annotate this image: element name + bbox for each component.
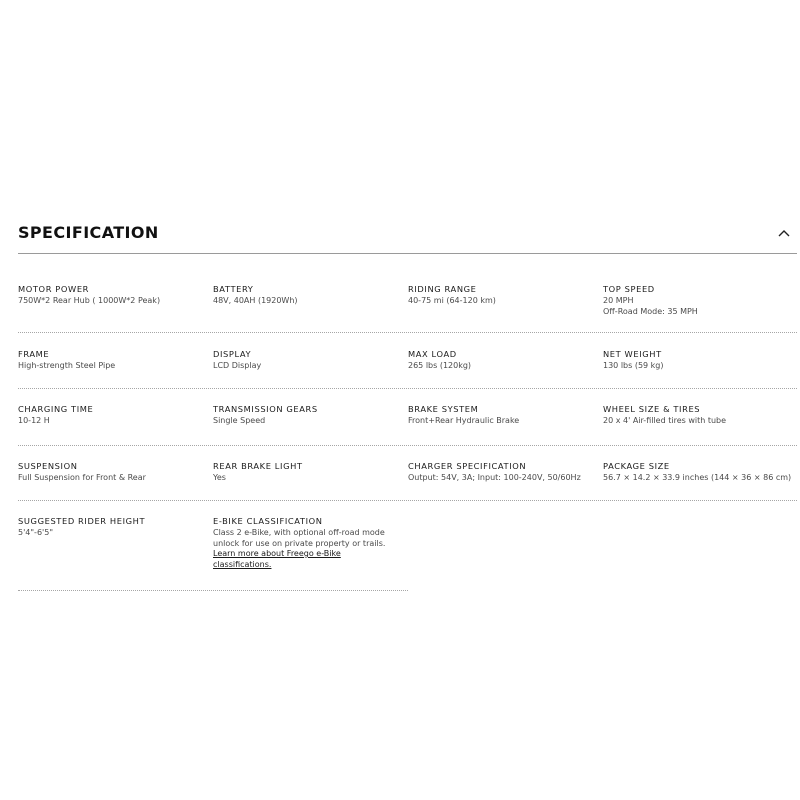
- spec-value-line: 750W*2 Rear Hub ( 1000W*2 Peak): [18, 296, 161, 305]
- section-title: SPECIFICATION: [18, 223, 159, 242]
- spec-motor-power: [18, 254, 213, 332]
- spec-value: [603, 361, 792, 372]
- spec-label: DISPLAY: [213, 349, 252, 359]
- spec-value: [408, 296, 597, 307]
- spec-value: [603, 473, 792, 484]
- specification-header[interactable]: [18, 212, 797, 254]
- spec-wheel-size-tires: [603, 389, 798, 445]
- spec-value-line: Class 2 e-Bike, with optional off-road mode: [213, 528, 385, 537]
- spec-label: RIDING RANGE: [408, 284, 477, 294]
- spec-value-line: unlock for use on private property or trails.: [213, 538, 386, 548]
- spec-label: BATTERY: [213, 284, 254, 294]
- spec-value-line: Front+Rear Hydraulic Brake: [408, 416, 520, 425]
- spec-value: [18, 416, 207, 427]
- spec-label: MOTOR POWER: [18, 284, 90, 294]
- spec-value-line: Full Suspension for Front & Rear: [18, 473, 146, 482]
- spec-value: [213, 361, 402, 372]
- spec-label: CHARGER SPECIFICATION: [408, 461, 527, 471]
- spec-label: WHEEL SIZE & TIRES: [603, 404, 701, 414]
- spec-value: [603, 416, 792, 427]
- spec-e-bike-classification: [213, 501, 408, 590]
- spec-value-line: 20 MPH: [603, 296, 634, 305]
- spec-value-line: 265 lbs (120kg): [408, 361, 472, 370]
- spec-label: NET WEIGHT: [603, 349, 662, 359]
- spec-row: [18, 446, 797, 501]
- spec-brake-system: [408, 389, 603, 445]
- spec-display: [213, 333, 408, 388]
- spec-label: E-BIKE CLASSIFICATION: [213, 516, 323, 526]
- spec-value-line: 48V, 40AH (1920Wh): [213, 296, 298, 305]
- spec-value: [603, 296, 792, 317]
- e-bike-classification-link[interactable]: [213, 549, 402, 570]
- spec-value-line: LCD Display: [213, 361, 262, 370]
- spec-value: [18, 473, 207, 484]
- spec-value: [18, 361, 207, 372]
- spec-label: TOP SPEED: [603, 284, 655, 294]
- spec-row: [18, 389, 797, 446]
- spec-label: REAR BRAKE LIGHT: [213, 461, 303, 471]
- spec-row: [18, 254, 797, 333]
- spec-row: [18, 333, 797, 389]
- spec-suspension: [18, 446, 213, 500]
- spec-transmission-gears: [213, 389, 408, 445]
- spec-value: [213, 473, 402, 484]
- spec-label: SUGGESTED RIDER HEIGHT: [18, 516, 146, 526]
- spec-label: PACKAGE SIZE: [603, 461, 670, 471]
- spec-value-line: Single Speed: [213, 416, 266, 425]
- spec-value-line: High-strength Steel Pipe: [18, 361, 116, 370]
- spec-net-weight: [603, 333, 798, 388]
- spec-top-speed: [603, 254, 798, 332]
- spec-label: SUSPENSION: [18, 461, 78, 471]
- spec-rear-brake-light: [213, 446, 408, 500]
- spec-value-line: Off-Road Mode: 35 MPH: [603, 306, 698, 316]
- spec-value: [408, 416, 597, 427]
- spec-suggested-rider-height: [18, 501, 213, 590]
- spec-value: [18, 528, 207, 539]
- spec-label: MAX LOAD: [408, 349, 457, 359]
- spec-value-line: 56.7 × 14.2 × 33.9 inches (144 × 36 × 86 cm): [603, 473, 792, 482]
- chevron-up-icon[interactable]: [773, 222, 795, 244]
- spec-value-line: 130 lbs (59 kg): [603, 361, 664, 370]
- spec-value: [18, 296, 207, 307]
- spec-value-line: Output: 54V, 3A; Input: 100-240V, 50/60Hz: [408, 473, 581, 482]
- spec-value: [213, 528, 402, 570]
- link-line[interactable]: classifications.: [213, 559, 272, 569]
- spec-riding-range: [408, 254, 603, 332]
- spec-value: [213, 416, 402, 427]
- spec-max-load: [408, 333, 603, 388]
- spec-value-line: 40-75 mi (64-120 km): [408, 296, 496, 305]
- spec-row: [18, 501, 408, 591]
- spec-value: [408, 361, 597, 372]
- spec-value-line: 10-12 H: [18, 416, 50, 425]
- spec-charging-time: [18, 389, 213, 445]
- spec-frame: [18, 333, 213, 388]
- link-line[interactable]: Learn more about Freego e-Bike: [213, 549, 341, 558]
- spec-value-line: 20 x 4' Air-filled tires with tube: [603, 416, 727, 425]
- specification-section: [18, 212, 797, 591]
- spec-label: TRANSMISSION GEARS: [213, 404, 318, 414]
- spec-package-size: [603, 446, 798, 500]
- spec-label: CHARGING TIME: [18, 404, 94, 414]
- spec-value-line: 5'4"-6'5": [18, 528, 54, 537]
- spec-label: FRAME: [18, 349, 50, 359]
- spec-value-line: Yes: [213, 473, 226, 482]
- spec-label: BRAKE SYSTEM: [408, 404, 479, 414]
- spec-value: [213, 296, 402, 307]
- spec-grid: [18, 254, 797, 591]
- spec-battery: [213, 254, 408, 332]
- spec-charger-specification: [408, 446, 603, 500]
- spec-value: [408, 473, 597, 484]
